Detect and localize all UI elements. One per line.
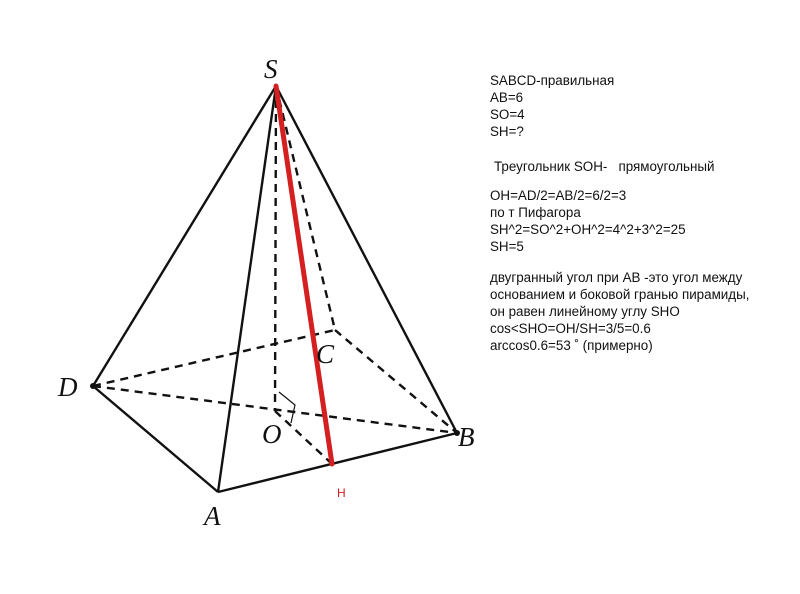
label-A: A (204, 501, 221, 531)
edge-DA (93, 386, 218, 492)
label-B: B (458, 422, 475, 452)
solution-notes (490, 72, 790, 354)
dot-D (90, 383, 96, 389)
edge-SD (93, 86, 276, 386)
segment-OH (275, 411, 331, 463)
label-O: O (262, 419, 282, 449)
triangle-note: Треугольник SOH- прямоугольный (494, 159, 715, 174)
label-D: D (58, 372, 78, 402)
solution-line: по т Пифагора (490, 205, 581, 220)
dihedral-line: arccos0.6=53 ˚ (примерно) (490, 338, 653, 353)
given-line: AB=6 (490, 90, 524, 105)
given-line: SH=? (490, 124, 524, 139)
apothem-SH (276, 86, 332, 464)
edge-AB (218, 433, 457, 492)
edge-CB (335, 330, 457, 433)
solution-line: SH^2=SO^2+OH^2=4^2+3^2=25 (490, 222, 686, 237)
dihedral-line: двугранный угол при AB -это угол между (490, 270, 743, 285)
given-line: SABCD-правильная (490, 73, 615, 88)
segment-SO (275, 86, 276, 411)
label-C: C (316, 339, 335, 369)
dihedral-line: основанием и боковой гранью пирамиды, (490, 287, 750, 302)
solution-line: OH=AD/2=AB/2=6/2=3 (490, 188, 627, 203)
edge-DC (93, 330, 335, 386)
label-H: H (337, 486, 346, 500)
given-line: SO=4 (490, 107, 525, 122)
hidden-edges (93, 86, 457, 463)
dihedral-line: он равен линейному углу SHO (490, 304, 680, 319)
label-S: S (264, 54, 278, 84)
solution-line: SH=5 (490, 239, 524, 254)
dihedral-line: cos<SHO=OH/SH=3/5=0.6 (490, 321, 651, 336)
